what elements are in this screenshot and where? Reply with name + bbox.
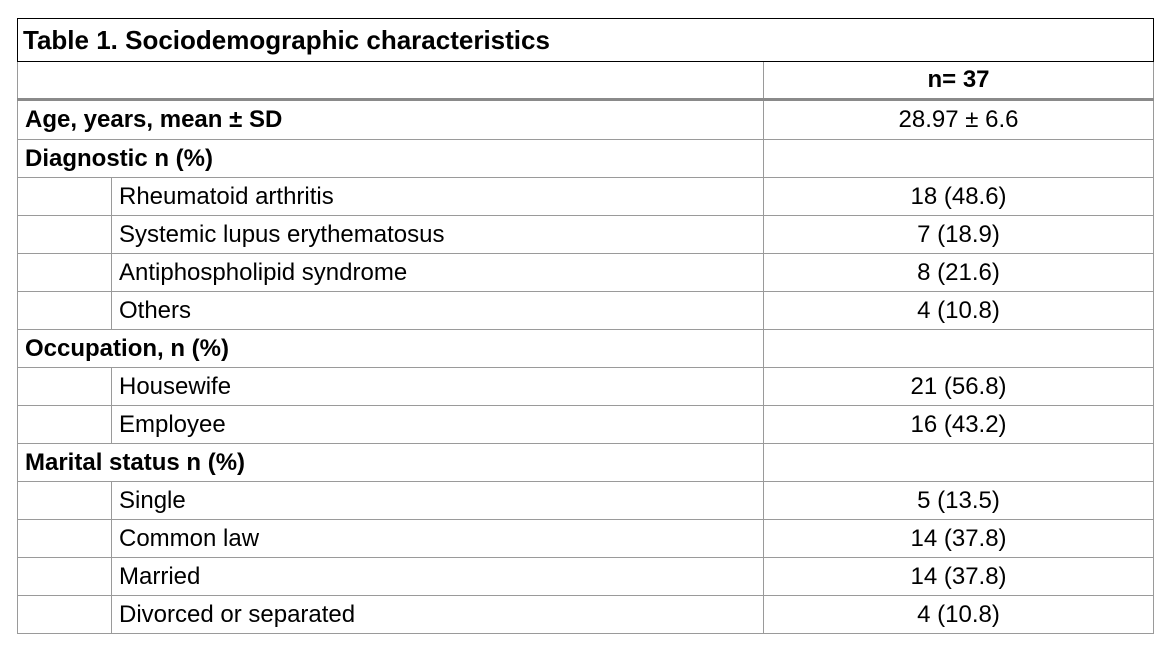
- row-value: 16 (43.2): [764, 406, 1154, 444]
- table-title-row: [18, 19, 1154, 62]
- section-row-occupation: [18, 330, 1154, 368]
- row-label: Divorced or separated: [112, 596, 764, 634]
- section-value-empty: [764, 140, 1154, 178]
- table-row: [18, 178, 1154, 216]
- header-label-cell: [18, 62, 764, 100]
- table-row-age: [18, 100, 1154, 140]
- row-value: 4 (10.8): [764, 596, 1154, 634]
- sociodemographic-table-container: [17, 18, 1153, 634]
- section-label-diagnostic: Diagnostic n (%): [18, 140, 764, 178]
- row-label: Antiphospholipid syndrome: [112, 254, 764, 292]
- row-label: Others: [112, 292, 764, 330]
- row-value: 21 (56.8): [764, 368, 1154, 406]
- table-row: [18, 368, 1154, 406]
- indent-cell: [18, 178, 112, 216]
- table-title: Table 1. Sociodemographic characteristics: [18, 19, 1154, 62]
- row-value: 4 (10.8): [764, 292, 1154, 330]
- table-row: [18, 558, 1154, 596]
- row-value: 14 (37.8): [764, 520, 1154, 558]
- table-row: [18, 292, 1154, 330]
- indent-cell: [18, 558, 112, 596]
- section-label-marital: Marital status n (%): [18, 444, 764, 482]
- indent-cell: [18, 482, 112, 520]
- table-row: [18, 254, 1154, 292]
- section-label-occupation: Occupation, n (%): [18, 330, 764, 368]
- table-header-row: [18, 62, 1154, 100]
- row-label-age: Age, years, mean ± SD: [18, 100, 764, 140]
- row-label: Systemic lupus erythematosus: [112, 216, 764, 254]
- row-label: Common law: [112, 520, 764, 558]
- header-n-cell: n= 37: [764, 62, 1154, 100]
- section-row-marital: [18, 444, 1154, 482]
- row-label: Single: [112, 482, 764, 520]
- indent-cell: [18, 596, 112, 634]
- table-row: [18, 216, 1154, 254]
- table-row: [18, 406, 1154, 444]
- row-value-age: 28.97 ± 6.6: [764, 100, 1154, 140]
- indent-cell: [18, 520, 112, 558]
- indent-cell: [18, 368, 112, 406]
- row-value: 7 (18.9): [764, 216, 1154, 254]
- row-value: 5 (13.5): [764, 482, 1154, 520]
- indent-cell: [18, 216, 112, 254]
- row-label: Employee: [112, 406, 764, 444]
- row-label: Married: [112, 558, 764, 596]
- indent-cell: [18, 254, 112, 292]
- table-row: [18, 482, 1154, 520]
- section-value-empty: [764, 330, 1154, 368]
- row-value: 18 (48.6): [764, 178, 1154, 216]
- section-row-diagnostic: [18, 140, 1154, 178]
- table-row: [18, 596, 1154, 634]
- indent-cell: [18, 406, 112, 444]
- indent-cell: [18, 292, 112, 330]
- section-value-empty: [764, 444, 1154, 482]
- table-row: [18, 520, 1154, 558]
- row-value: 14 (37.8): [764, 558, 1154, 596]
- sociodemographic-table: [17, 18, 1154, 634]
- row-value: 8 (21.6): [764, 254, 1154, 292]
- row-label: Housewife: [112, 368, 764, 406]
- row-label: Rheumatoid arthritis: [112, 178, 764, 216]
